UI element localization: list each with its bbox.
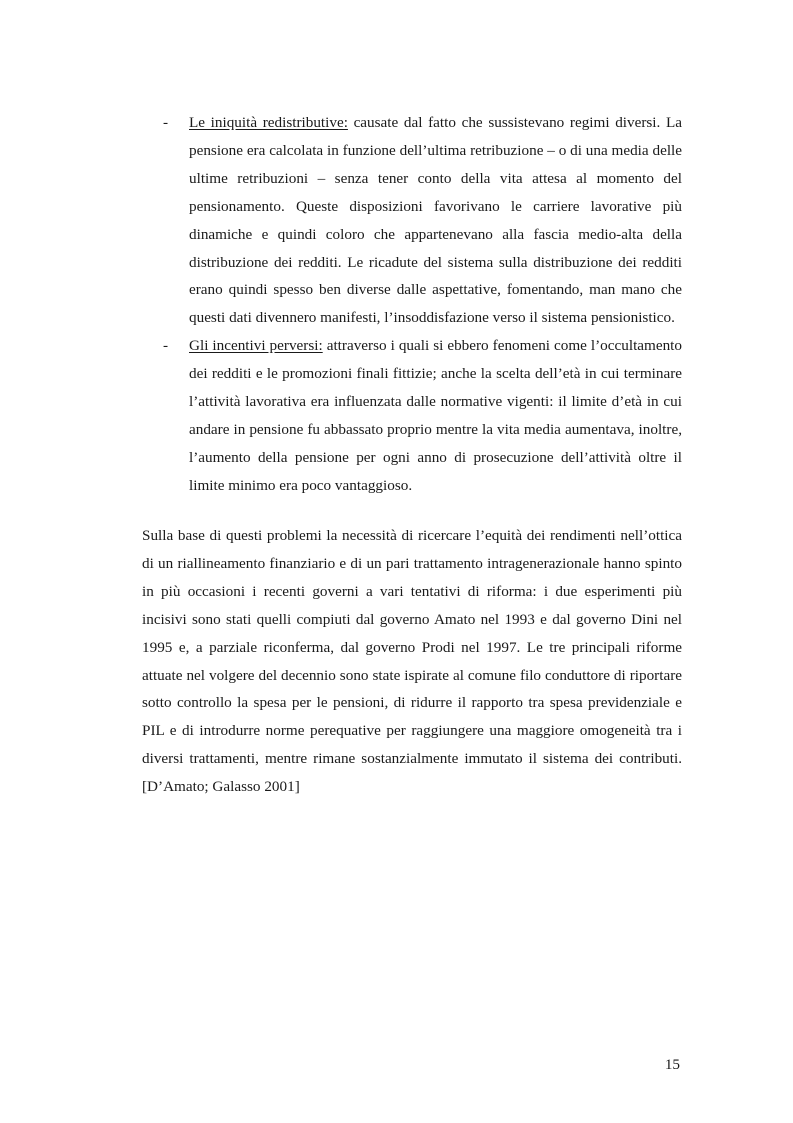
bullet-list [142,109,682,500]
bullet-dash: - [163,337,169,355]
bullet-text: attraverso i quali si ebbero fenomeni come l’occultamento dei redditi e le promozioni finali fittizie; anche la scelta dell’età in cui terminare l’attività lavorativa era influenzata dalle normative vigenti: il limite d’età in cui andare in pensione fu abbassato proprio mentre la vita media aumentava, inoltre, l’aumento della pensione per ogni anno di prosecuzione dell’attività oltre il limite minimo era poco vantaggioso. [189,337,682,494]
body-paragraph: Sulla base di questi problemi la necessità di ricercare l’equità dei rendimenti nell’ottica di un riallineamento finanziario e di un pari trattamento intragenerazionale hanno spinto in più occasioni i recenti governi a vari tentativi di riforma: i due esperimenti più incisivi sono stati quelli compiuti dal governo Amato nel 1993 e dal governo Dini nel 1995 e, a parziale riconferma, dal governo Prodi nel 1997. Le tre principali riforme attuate nel volgere del decennio sono state ispirate al comune filo conduttore di riportare sotto controllo la spesa per le pensioni, di ridurre il rapporto tra spesa previdenziale e PIL e di introdurre norme perequative per raggiungere una maggiore omogeneità tra i diversi trattamenti, mentre rimane sostanzialmente immutato il sistema dei contributi. [D’Amato; Galasso 2001] [142,527,682,796]
bullet-dash: - [163,114,169,131]
page-number: 15 [664,1056,680,1073]
bullet-term: Le iniquità redistributive: [189,114,348,131]
bullet-item-iniquita [142,109,682,332]
bullet-term: Gli incentivi perversi: [189,337,323,355]
bullet-item-incentivi [142,332,682,499]
bullet-text: causate dal fatto che sussistevano regimi diversi. La pensione era calcolata in funzione dell’ultima retribuzione – o di una media delle ultime retribuzioni – senza tener conto della vita attesa al momento del pensionamento. Queste disposizioni favorivano le carriere lavorative più dinamiche e quindi coloro che appartenevano alla fascia medio-alta della distribuzione dei redditi. Le ricadute del sistema sulla distribuzione dei redditi erano quindi spesso ben diverse dalle aspettative, fomentando, man mano che questi dati divennero manifesti, l’insoddisfazione verso il sistema pensionistico. [189,114,682,327]
